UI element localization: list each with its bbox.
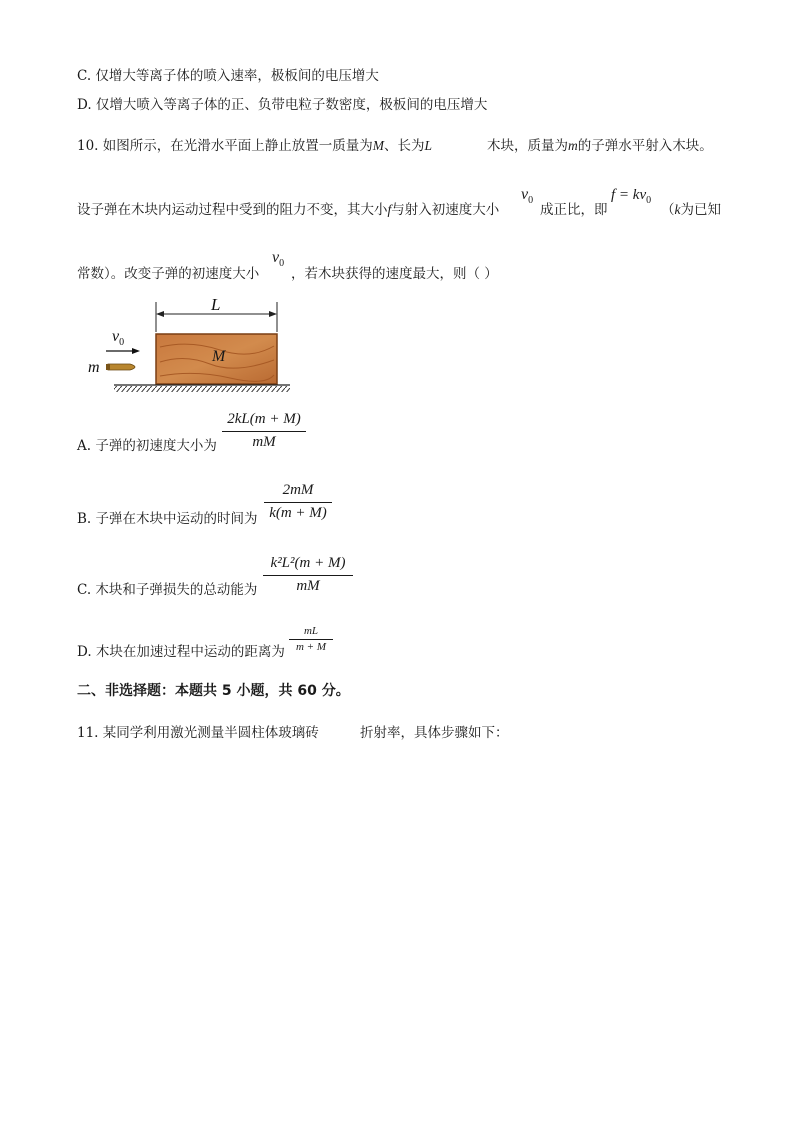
label-M: M <box>212 348 226 365</box>
q10-text: 与射入初速度大小 <box>391 202 500 218</box>
q10-line1 <box>77 134 432 154</box>
q10-line1-rest <box>487 134 713 154</box>
q10-line2-end: （k为已知 <box>661 202 721 218</box>
q10-text: 10. 如图所示，在光滑水平面上静止放置一质量为 <box>77 138 373 154</box>
option-b-denominator: k(m + M) <box>269 505 327 521</box>
q11-text: 11. 某同学利用激光测量半圆柱体玻璃砖 <box>77 725 319 741</box>
option-b-numerator: 2mM <box>282 482 314 498</box>
option-a-numerator: 2kL(m + M) <box>227 411 301 427</box>
q10-line3: 常数）。改变子弹的初速度大小 <box>77 266 260 282</box>
label-L: L <box>211 295 221 314</box>
v0-symbol-2: $v_0$ <box>272 249 285 270</box>
v0-symbol: $v_0$ <box>521 186 534 207</box>
option-c-prev: C. 仅增大等离子体的喷入速率，极板间的电压增大 <box>77 68 379 84</box>
option-a-fraction <box>222 411 306 451</box>
option-a-denominator: mM <box>252 434 276 450</box>
option-a-label: A. 子弹的初速度大小为 <box>77 438 217 454</box>
q10-line2 <box>77 198 499 218</box>
option-c-fraction <box>263 555 353 595</box>
option-d-prev: D. 仅增大喷入等离子体的正、负带电粒子数密度，极板间的电压增大 <box>77 97 488 113</box>
q10-line2-mid: 成正比，即 <box>540 202 608 218</box>
q11-text-rest: 折射率，具体步骤如下： <box>360 725 509 741</box>
var-m: m <box>568 138 578 153</box>
ground-hatch <box>114 386 290 392</box>
option-d-fraction <box>289 625 333 653</box>
q10-text: 木块，质量为 <box>487 138 568 154</box>
label-v0: $v_0$ <box>112 328 125 348</box>
label-m: m <box>88 359 100 376</box>
formula-f-kv0: $f = kv_0$ <box>611 187 652 206</box>
section-2-heading: 二、非选择题：本题共 5 小题，共 60 分。 <box>77 683 350 699</box>
var-L: L <box>424 138 433 153</box>
q10-text: 、长为 <box>384 138 425 154</box>
dim-arrow-left <box>156 311 164 317</box>
bullet-base <box>106 364 110 370</box>
dim-arrow-right <box>269 311 277 317</box>
option-d-label: D. 木块在加速过程中运动的距离为 <box>77 644 285 660</box>
q10-text: 的子弹水平射入木块。 <box>577 138 713 154</box>
q10-line3-end: ，若木块获得的速度最大，则（ ） <box>291 266 498 282</box>
option-b-fraction <box>264 482 332 522</box>
option-c-denominator: mM <box>296 578 320 594</box>
option-c-label: C. 木块和子弹损失的总动能为 <box>77 582 258 598</box>
option-c-numerator: k²L²(m + M) <box>270 555 346 571</box>
q10-text: 设子弹在木块内运动过程中受到的阻力不变，其大小 <box>77 202 388 218</box>
bullet <box>108 364 135 370</box>
option-d-denominator: m + M <box>295 641 327 653</box>
option-d-numerator: mL <box>303 625 319 637</box>
var-M: M <box>372 138 385 153</box>
bullet-block-figure <box>80 292 300 402</box>
option-b-label: B. 子弹在木块中运动的时间为 <box>77 511 258 527</box>
velocity-arrowhead <box>132 348 140 354</box>
var-f: f <box>387 202 392 217</box>
